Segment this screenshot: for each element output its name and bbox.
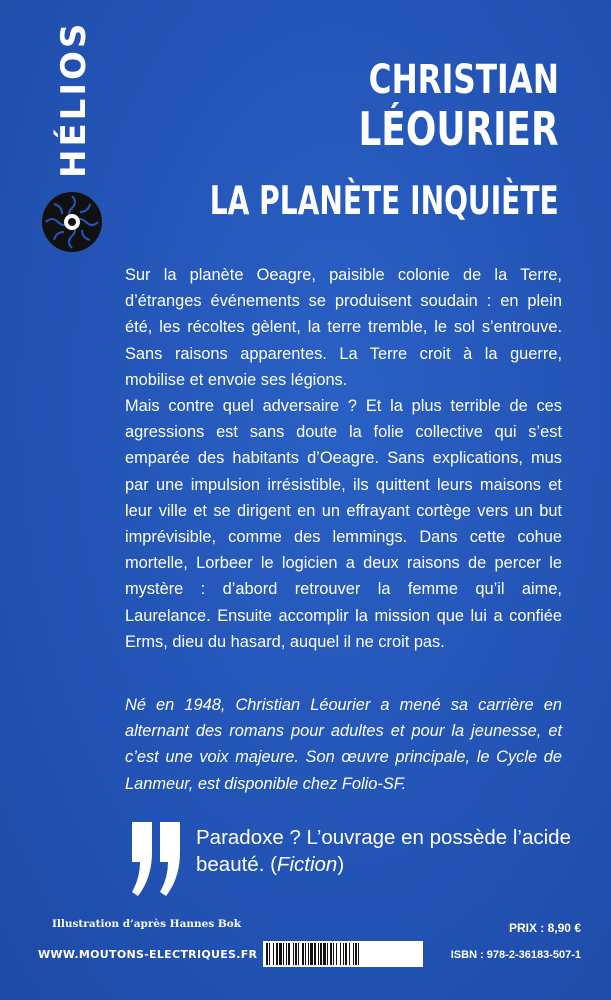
publisher-website: WWW.MOUTONS-ELECTRIQUES.FR <box>38 948 258 961</box>
quote-mark-icon <box>128 820 188 900</box>
barcode-icon <box>263 941 423 967</box>
illustration-credit: Illustration d’après Hannes Bok <box>52 918 242 930</box>
sun-logo-icon <box>40 190 104 254</box>
press-quote <box>196 824 576 878</box>
quote-close: ) <box>337 853 345 876</box>
publisher-name: HÉLIOS <box>54 20 94 178</box>
isbn-label: ISBN : 978-2-36183-507-1 <box>450 949 581 961</box>
author-first-name: CHRISTIAN <box>368 57 559 103</box>
synopsis <box>125 262 562 655</box>
price-label: PRIX : 8,90 € <box>508 921 581 935</box>
quote-source: Fiction <box>276 853 338 876</box>
synopsis-paragraph: Mais contre quel adversaire ? Et la plus terrible de ces agressions est sans doute la folie collective qui s’est emparée des habitants d’Oeagre. Sans explications, mus par une impulsion irrésistible, ils quittent leurs maisons et leur ville et se dirigent en un effrayant cortège vers un but imprévisible, comme des lemmings. Dans cette cohue mortelle, Lorbeer le logicien a deux raisons de percer le mystère : d’abord retrouver la femme qu’il aime, Laurelance. Ensuite accomplir la mission que lui a confiée Erms, dieu du hasard, auquel il ne croit pas. <box>125 397 562 651</box>
book-title: LA PLANÈTE INQUIÈTE <box>210 179 559 224</box>
synopsis-paragraph: Sur la planète Oeagre, paisible colonie de la Terre, d’étranges événements se produisent soudain : en plein été, les récoltes gèlent, la terre tremble, le sol s’entrouve. Sans raisons apparentes. La Terre croit à la guerre, mobilise et envoie ses légions. <box>125 266 562 389</box>
author-last-name: LÉOURIER <box>358 102 559 156</box>
publisher-brand <box>38 20 108 248</box>
quote-text: Paradoxe ? L’ouvrage en possède l’acide beauté. ( <box>196 826 571 876</box>
author-bio: Né en 1948, Christian Léourier a mené sa carrière en alternant des romans pour adultes et pour la jeunesse, et c’est une voix majeure. Son œuvre principale, le Cycle de Lanmeur, est disponible chez Folio-SF. <box>125 696 562 793</box>
